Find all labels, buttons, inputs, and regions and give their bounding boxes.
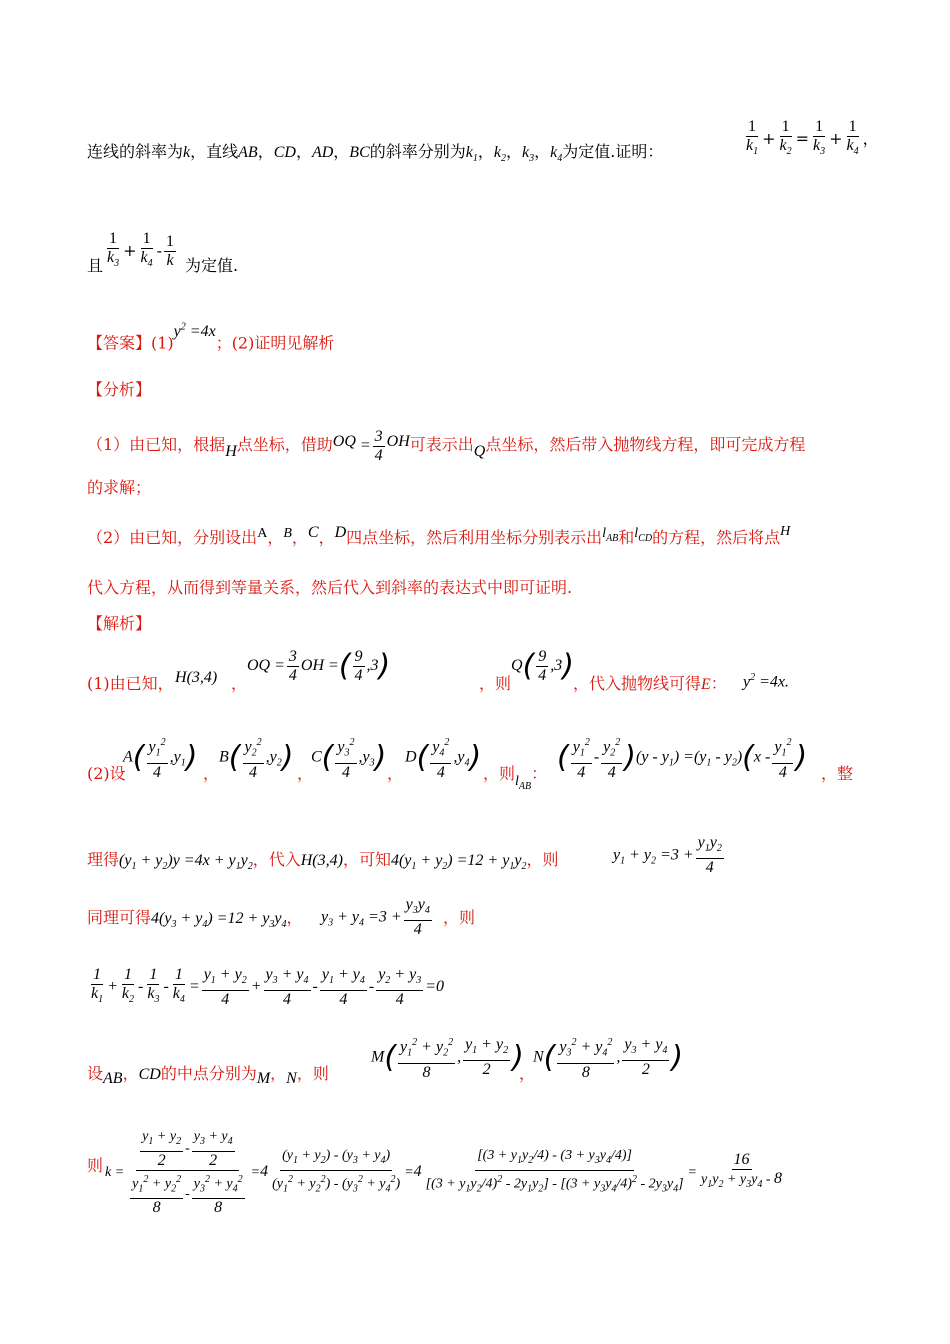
analysis-line-3: （2）由已知，分别设出A，B，C，D四点坐标，然后利用坐标分别表示出$l_{AB}$和$l_{CD}$的方程，然后将点H xyxy=(87,524,791,547)
solution-line-4: 同理可得$4(y_3 + y_4) =12 + y_3y_4$， $y_3 + y_4 =3$ + $\frac{y_3y_4}{4}$ ，则 xyxy=(87,896,476,939)
problem-line-2 xyxy=(87,230,890,276)
solution-line-3: 理得$(y_1 + y_2)y =4x + y_1y_2$，代入H(3,4)，可知$4(y_1 + y_2) =12 + y_1y_2$，则 $y_1 + y_2 =3$ + $\frac{y_1y_2}{4}$ xyxy=(87,834,722,877)
equation-2: $\frac{1}{k_3}$ + $\frac{1}{k_4}$ - $\frac{1}{k}$ xyxy=(107,230,175,270)
problem-line-1 xyxy=(87,118,890,168)
analysis-label: 【分析】 xyxy=(87,380,152,399)
solution-line-6: 设AB，CD的中点分别为M，N，则 M( $\frac{y_1^2 + y_2^2}{8}$ , $\frac{y_1 + y_2}{2}$ ) ， N( $\frac{y_3^2 + y_4^2}{8}$ , $\frac{y_3 + y_4}{2}$ ) xyxy=(87,1034,890,1082)
constant-text: 为定值. xyxy=(185,256,239,275)
analysis-line-2: 的求解； xyxy=(87,478,152,497)
answer-line: 【答案】$(1)y^2 =4x$；(2)证明见解析 xyxy=(87,322,335,353)
answer-label: 【答案】(1) xyxy=(87,333,174,353)
analysis-line-1: （1）由已知，根据H点坐标，借助OQ = $\frac{3}{4}$ OH可表示出Q点坐标，然后带入抛物线方程，即可完成方程 xyxy=(87,428,806,464)
answer-rest: ；(2)证明见解析 xyxy=(215,333,335,353)
and-text: 且 xyxy=(87,256,104,275)
solution-line-2: (2)设 A( $\frac{y_1^2}{4}$ $,y_1$) ， B( $\frac{y_2^2}{4}$ $,y_2$) ， C( $\frac{y_3^2}{4}$ $,y_3$) ， D( $\frac{y_4^2}{4}$ $,y_4$) ，则$l_{AB}$： ( $\frac{y_1^2}{4}$ - $\frac{y_2^2}{4}$ )$(y - y_1) =(y_1 - y_2)(x$ - $\frac{y_1^2}{4}$ ) ，整 xyxy=(87,734,890,782)
solution-line-7: 则 k = $\frac{y_1 + y_2}{2}$ - $\frac{y_3 + y_4}{2}$ $\frac{y_1^2 + y_2^2}{8}$ - $\frac{y_3^2 + y_4^2}{8}$ =4 $\frac{(y_1 + y_2) - (y_3 + y_4)}{(y_1^2 + y_2^2) - (y_3^2 + y_4^2)}$ =4 $\frac{[(3 + y_1y_2/4) - (3 + y_3y_4/4)]}{[(3 + y_1y_2/4)^2 - 2y_1y_2] - [(3 + y_3y_4/4)^2 - 2y_3y_4]}$ = $\frac{16}{y_1y_2 + y_3y_4 - 8}$ xyxy=(87,1129,782,1217)
solution-label: 【解析】 xyxy=(87,614,152,633)
problem-text: 连线的斜率为k，直线AB，CD，AD，BC的斜率分别为$k_1$，$k_2$，$k_3$，$k_4$为定值.证明： xyxy=(87,142,664,165)
equation-1: $\frac{1}{k_1}$ + $\frac{1}{k_2}$ = $\frac{1}{k_3}$ + $\frac{1}{k_4}$ ， xyxy=(746,118,879,158)
solution-line-5: $\frac{1}{k_1}$ + $\frac{1}{k_2}$ - $\frac{1}{k_3}$ - $\frac{1}{k_4}$ = $\frac{y_1 + y_2}{4}$ + $\frac{y_3 + y_4}{4}$ - $\frac{y_1 + y_4}{4}$ - $\frac{y_2 + y_3}{4}$ =0 xyxy=(91,966,444,1009)
analysis-line-4: 代入方程，从而得到等量关系，然后代入到斜率的表达式中即可证明. xyxy=(87,578,573,597)
solution-line-1: (1)由已知， H(3,4) ， OQ = $\frac{3}{4}$ OH =( $\frac{9}{4}$ ,3) ，则 Q( $\frac{9}{4}$ ,3) ，代入抛物线可得E： $y^2 =4x$. xyxy=(87,648,790,693)
